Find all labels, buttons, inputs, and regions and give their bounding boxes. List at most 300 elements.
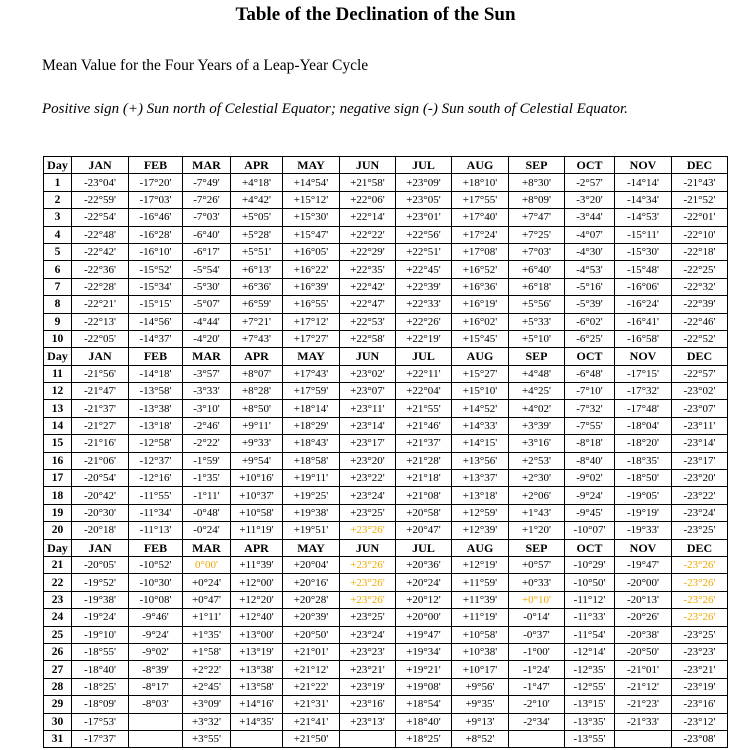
- declination-cell: -8°39': [129, 661, 183, 678]
- declination-cell: -23°11': [672, 417, 728, 434]
- declination-cell: +21°28': [396, 452, 452, 469]
- declination-cell: -1°35': [183, 470, 231, 487]
- declination-cell: -21°27': [72, 417, 129, 434]
- declination-cell: -23°17': [672, 452, 728, 469]
- declination-cell: +11°19': [231, 522, 283, 539]
- table-row: [44, 452, 728, 469]
- month-column-header: JUL: [396, 348, 452, 365]
- declination-cell: +17°43': [283, 365, 340, 382]
- declination-cell: -19°52': [72, 574, 129, 591]
- table-header-row: [44, 157, 728, 174]
- declination-cell: -6°17': [183, 243, 231, 260]
- declination-cell: +23°26': [340, 556, 396, 573]
- declination-cell: -3°20': [565, 191, 615, 208]
- declination-cell: +21°18': [396, 470, 452, 487]
- declination-cell: -14°56': [129, 313, 183, 330]
- declination-cell: -16°24': [615, 296, 672, 313]
- declination-cell: +16°52': [452, 261, 509, 278]
- declination-cell: +0°47': [183, 591, 231, 608]
- day-number: 23: [44, 591, 72, 608]
- declination-cell: -22°25': [672, 261, 728, 278]
- declination-cell: -22°52': [672, 330, 728, 347]
- declination-cell: +22°51': [396, 243, 452, 260]
- declination-cell: +13°38': [231, 661, 283, 678]
- declination-cell: -22°57': [672, 365, 728, 382]
- declination-cell: +22°26': [396, 313, 452, 330]
- month-column-header: NOV: [615, 348, 672, 365]
- day-number: 10: [44, 330, 72, 347]
- table-row: [44, 400, 728, 417]
- declination-cell: +22°11': [396, 365, 452, 382]
- declination-cell: -10°08': [129, 591, 183, 608]
- month-column-header: JUL: [396, 539, 452, 556]
- repeated-header-row: [44, 539, 728, 556]
- declination-cell: +17°08': [452, 243, 509, 260]
- month-column-header: DEC: [672, 539, 728, 556]
- declination-cell: -7°26': [183, 191, 231, 208]
- declination-cell: -9°24': [565, 487, 615, 504]
- declination-cell: -5°30': [183, 278, 231, 295]
- declination-cell: +2°06': [509, 487, 565, 504]
- month-column-header: SEP: [509, 348, 565, 365]
- declination-cell: +8°52': [452, 730, 509, 747]
- month-column-header: FEB: [129, 157, 183, 174]
- declination-cell: -19°38': [72, 591, 129, 608]
- declination-cell: +6°18': [509, 278, 565, 295]
- declination-cell: +21°58': [340, 174, 396, 191]
- declination-cell: -19°47': [615, 556, 672, 573]
- declination-cell: -8°03': [129, 696, 183, 713]
- declination-cell: +20°12': [396, 591, 452, 608]
- page-title: Table of the Declination of the Sun: [235, 4, 516, 25]
- declination-cell: +23°22': [340, 470, 396, 487]
- month-column-header: MAY: [283, 539, 340, 556]
- day-column-header: Day: [44, 157, 72, 174]
- table-row: [44, 487, 728, 504]
- table-row: [44, 556, 728, 573]
- declination-cell: -9°46': [129, 609, 183, 626]
- table-row: [44, 730, 728, 747]
- declination-cell: +20°36': [396, 556, 452, 573]
- declination-cell: -2°46': [183, 417, 231, 434]
- month-column-header: AUG: [452, 348, 509, 365]
- declination-cell: +23°20': [340, 452, 396, 469]
- declination-cell: -10°30': [129, 574, 183, 591]
- declination-cell: +12°19': [452, 556, 509, 573]
- declination-cell: +16°19': [452, 296, 509, 313]
- month-column-header: SEP: [509, 539, 565, 556]
- declination-cell: +20°24': [396, 574, 452, 591]
- day-number: 5: [44, 243, 72, 260]
- declination-cell: -21°43': [672, 174, 728, 191]
- declination-cell: -22°01': [672, 209, 728, 226]
- table-row: [44, 435, 728, 452]
- repeated-header-row: [44, 348, 728, 365]
- declination-cell: -6°40': [183, 226, 231, 243]
- declination-cell: -18°40': [72, 661, 129, 678]
- declination-cell: -20°38': [615, 626, 672, 643]
- declination-cell: -12°16': [129, 470, 183, 487]
- declination-cell: -21°01': [615, 661, 672, 678]
- declination-cell: +23°25': [340, 609, 396, 626]
- table-row: [44, 713, 728, 730]
- declination-cell: +15°47': [283, 226, 340, 243]
- declination-cell: +4°18': [231, 174, 283, 191]
- declination-cell: -9°02': [565, 470, 615, 487]
- declination-cell: +10°38': [452, 643, 509, 660]
- declination-cell: -19°10': [72, 626, 129, 643]
- declination-cell: -4°20': [183, 330, 231, 347]
- declination-cell: -22°48': [72, 226, 129, 243]
- declination-cell: +1°20': [509, 522, 565, 539]
- declination-cell: +23°23': [340, 643, 396, 660]
- declination-cell: +4°48': [509, 365, 565, 382]
- declination-cell: -16°28': [129, 226, 183, 243]
- month-column-header: OCT: [565, 348, 615, 365]
- month-column-header: JAN: [72, 539, 129, 556]
- declination-cell: +18°25': [396, 730, 452, 747]
- declination-cell: -18°20': [615, 435, 672, 452]
- declination-cell: +17°55': [452, 191, 509, 208]
- declination-cell: -19°05': [615, 487, 672, 504]
- declination-cell: -1°00': [509, 643, 565, 660]
- declination-cell: -17°32': [615, 383, 672, 400]
- declination-cell: +12°59': [452, 504, 509, 521]
- declination-cell: -0°37': [509, 626, 565, 643]
- declination-cell: +9°56': [452, 678, 509, 695]
- declination-cell: +16°39': [283, 278, 340, 295]
- declination-cell: -2°10': [509, 696, 565, 713]
- declination-cell: +21°01': [283, 643, 340, 660]
- month-column-header: MAR: [183, 157, 231, 174]
- declination-cell: [615, 730, 672, 747]
- declination-cell: [129, 713, 183, 730]
- declination-cell: -13°35': [565, 713, 615, 730]
- declination-cell: -7°03': [183, 209, 231, 226]
- declination-cell: +15°10': [452, 383, 509, 400]
- declination-cell: +19°11': [283, 470, 340, 487]
- declination-cell: -21°52': [672, 191, 728, 208]
- declination-cell: -20°30': [72, 504, 129, 521]
- declination-cell: -21°12': [615, 678, 672, 695]
- declination-cell: -23°25': [672, 522, 728, 539]
- declination-cell: +22°35': [340, 261, 396, 278]
- table-row: [44, 661, 728, 678]
- declination-cell: -14°14': [615, 174, 672, 191]
- declination-cell: +10°17': [452, 661, 509, 678]
- declination-cell: +0°57': [509, 556, 565, 573]
- day-number: 21: [44, 556, 72, 573]
- declination-cell: +4°25': [509, 383, 565, 400]
- declination-cell: +16°02': [452, 313, 509, 330]
- declination-cell: +14°33': [452, 417, 509, 434]
- declination-cell: -23°04': [72, 174, 129, 191]
- declination-cell: -12°37': [129, 452, 183, 469]
- day-number: 15: [44, 435, 72, 452]
- declination-cell: -22°21': [72, 296, 129, 313]
- declination-cell: -5°54': [183, 261, 231, 278]
- table-row: [44, 504, 728, 521]
- declination-cell: -12°14': [565, 643, 615, 660]
- declination-cell: -23°26': [672, 556, 728, 573]
- month-column-header: AUG: [452, 157, 509, 174]
- declination-cell: +9°35': [452, 696, 509, 713]
- declination-cell: +1°11': [183, 609, 231, 626]
- declination-cell: +10°58': [231, 504, 283, 521]
- declination-cell: +11°39': [452, 591, 509, 608]
- declination-cell: -23°02': [672, 383, 728, 400]
- declination-cell: -22°46': [672, 313, 728, 330]
- declination-cell: -7°49': [183, 174, 231, 191]
- day-number: 17: [44, 470, 72, 487]
- declination-cell: +14°54': [283, 174, 340, 191]
- table-row: [44, 365, 728, 382]
- declination-cell: -20°18': [72, 522, 129, 539]
- table-row: [44, 696, 728, 713]
- declination-cell: +11°19': [452, 609, 509, 626]
- declination-cell: +13°00': [231, 626, 283, 643]
- declination-cell: -9°45': [565, 504, 615, 521]
- day-number: 7: [44, 278, 72, 295]
- declination-cell: +5°05': [231, 209, 283, 226]
- declination-cell: +15°12': [283, 191, 340, 208]
- day-number: 25: [44, 626, 72, 643]
- declination-cell: -11°55': [129, 487, 183, 504]
- declination-cell: -23°08': [672, 730, 728, 747]
- declination-cell: +21°55': [396, 400, 452, 417]
- day-number: 9: [44, 313, 72, 330]
- declination-cell: +20°39': [283, 609, 340, 626]
- declination-cell: -3°57': [183, 365, 231, 382]
- declination-cell: +3°39': [509, 417, 565, 434]
- declination-cell: -23°25': [672, 626, 728, 643]
- declination-cell: -18°55': [72, 643, 129, 660]
- declination-cell: +3°16': [509, 435, 565, 452]
- declination-cell: +9°33': [231, 435, 283, 452]
- declination-cell: -9°24': [129, 626, 183, 643]
- declination-cell: -23°21': [672, 661, 728, 678]
- declination-cell: +4°02': [509, 400, 565, 417]
- declination-cell: +17°12': [283, 313, 340, 330]
- month-column-header: APR: [231, 157, 283, 174]
- day-number: 19: [44, 504, 72, 521]
- table-subtitle: Mean Value for the Four Years of a Leap-Year Cycle: [42, 57, 369, 74]
- declination-cell: +14°16': [231, 696, 283, 713]
- declination-cell: +1°43': [509, 504, 565, 521]
- declination-cell: -19°19': [615, 504, 672, 521]
- declination-cell: +21°31': [283, 696, 340, 713]
- declination-cell: +12°39': [452, 522, 509, 539]
- declination-cell: +22°42': [340, 278, 396, 295]
- declination-cell: +13°19': [231, 643, 283, 660]
- declination-cell: -22°10': [672, 226, 728, 243]
- month-column-header: JUN: [340, 539, 396, 556]
- declination-cell: -8°18': [565, 435, 615, 452]
- declination-cell: +16°55': [283, 296, 340, 313]
- declination-cell: -15°15': [129, 296, 183, 313]
- declination-cell: -14°18': [129, 365, 183, 382]
- declination-cell: -7°32': [565, 400, 615, 417]
- day-number: 12: [44, 383, 72, 400]
- declination-cell: +11°59': [452, 574, 509, 591]
- month-column-header: JUN: [340, 348, 396, 365]
- declination-cell: +5°33': [509, 313, 565, 330]
- declination-cell: -10°29': [565, 556, 615, 573]
- declination-cell: +23°07': [340, 383, 396, 400]
- month-column-header: DEC: [672, 348, 728, 365]
- declination-cell: -22°05': [72, 330, 129, 347]
- declination-cell: -22°13': [72, 313, 129, 330]
- declination-cell: -15°48': [615, 261, 672, 278]
- month-column-header: FEB: [129, 348, 183, 365]
- declination-cell: -1°24': [509, 661, 565, 678]
- declination-cell: +13°37': [452, 470, 509, 487]
- month-column-header: JUN: [340, 157, 396, 174]
- month-column-header: FEB: [129, 539, 183, 556]
- declination-cell: -14°53': [615, 209, 672, 226]
- declination-cell: -21°06': [72, 452, 129, 469]
- declination-cell: -22°39': [672, 296, 728, 313]
- month-column-header: APR: [231, 539, 283, 556]
- declination-cell: +2°45': [183, 678, 231, 695]
- declination-cell: +1°35': [183, 626, 231, 643]
- declination-cell: -20°00': [615, 574, 672, 591]
- declination-cell: +23°25': [340, 504, 396, 521]
- declination-cell: +8°50': [231, 400, 283, 417]
- declination-cell: +21°37': [396, 435, 452, 452]
- declination-cell: -22°28': [72, 278, 129, 295]
- table-row: [44, 574, 728, 591]
- month-column-header: MAR: [183, 348, 231, 365]
- declination-cell: +20°00': [396, 609, 452, 626]
- declination-cell: -16°46': [129, 209, 183, 226]
- declination-cell: +11°39': [231, 556, 283, 573]
- month-column-header: OCT: [565, 539, 615, 556]
- declination-cell: +10°58': [452, 626, 509, 643]
- declination-cell: +23°16': [340, 696, 396, 713]
- declination-cell: +15°30': [283, 209, 340, 226]
- month-column-header: DEC: [672, 157, 728, 174]
- declination-cell: -13°18': [129, 417, 183, 434]
- declination-cell: +20°47': [396, 522, 452, 539]
- declination-cell: -16°06': [615, 278, 672, 295]
- declination-cell: +22°47': [340, 296, 396, 313]
- declination-cell: +20°16': [283, 574, 340, 591]
- declination-cell: -1°47': [509, 678, 565, 695]
- declination-cell: -22°32': [672, 278, 728, 295]
- table-row: [44, 243, 728, 260]
- declination-cell: -19°33': [615, 522, 672, 539]
- declination-cell: -6°02': [565, 313, 615, 330]
- declination-cell: +2°53': [509, 452, 565, 469]
- declination-cell: -20°13': [615, 591, 672, 608]
- declination-cell: -11°33': [565, 609, 615, 626]
- day-number: 4: [44, 226, 72, 243]
- declination-cell: -8°17': [129, 678, 183, 695]
- day-number: 3: [44, 209, 72, 226]
- day-number: 24: [44, 609, 72, 626]
- declination-cell: +12°00': [231, 574, 283, 591]
- declination-cell: +19°38': [283, 504, 340, 521]
- day-number: 28: [44, 678, 72, 695]
- declination-cell: -21°23': [615, 696, 672, 713]
- declination-cell: +5°56': [509, 296, 565, 313]
- declination-cell: +14°35': [231, 713, 283, 730]
- declination-cell: -23°26': [672, 591, 728, 608]
- declination-cell: -17°37': [72, 730, 129, 747]
- declination-cell: +2°22': [183, 661, 231, 678]
- table-row: [44, 678, 728, 695]
- month-column-header: MAY: [283, 157, 340, 174]
- declination-cell: -23°16': [672, 696, 728, 713]
- declination-cell: +7°47': [509, 209, 565, 226]
- declination-cell: +22°04': [396, 383, 452, 400]
- declination-cell: +8°07': [231, 365, 283, 382]
- declination-cell: -16°58': [615, 330, 672, 347]
- declination-cell: -12°58': [129, 435, 183, 452]
- declination-cell: -18°50': [615, 470, 672, 487]
- declination-cell: +22°33': [396, 296, 452, 313]
- declination-cell: [231, 730, 283, 747]
- declination-cell: +23°01': [396, 209, 452, 226]
- declination-cell: +13°58': [231, 678, 283, 695]
- table-row: [44, 417, 728, 434]
- day-number: 20: [44, 522, 72, 539]
- day-number: 26: [44, 643, 72, 660]
- day-number: 2: [44, 191, 72, 208]
- declination-cell: +15°45': [452, 330, 509, 347]
- declination-cell: +21°41': [283, 713, 340, 730]
- declination-cell: +1°58': [183, 643, 231, 660]
- day-number: 31: [44, 730, 72, 747]
- declination-cell: +10°37': [231, 487, 283, 504]
- declination-cell: +3°55': [183, 730, 231, 747]
- declination-cell: -5°39': [565, 296, 615, 313]
- declination-cell: -11°34': [129, 504, 183, 521]
- declination-cell: -15°30': [615, 243, 672, 260]
- declination-cell: -17°03': [129, 191, 183, 208]
- declination-cell: +19°51': [283, 522, 340, 539]
- declination-cell: -2°57': [565, 174, 615, 191]
- declination-cell: -17°48': [615, 400, 672, 417]
- day-number: 18: [44, 487, 72, 504]
- declination-cell: +23°17': [340, 435, 396, 452]
- table-body: [44, 174, 728, 748]
- declination-cell: +9°13': [452, 713, 509, 730]
- declination-cell: +20°58': [396, 504, 452, 521]
- declination-cell: +15°27': [452, 365, 509, 382]
- declination-cell: +12°20': [231, 591, 283, 608]
- table-row: [44, 191, 728, 208]
- declination-cell: +3°09': [183, 696, 231, 713]
- declination-cell: +21°08': [396, 487, 452, 504]
- declination-cell: -4°53': [565, 261, 615, 278]
- declination-cell: +16°05': [283, 243, 340, 260]
- table-row: [44, 643, 728, 660]
- declination-cell: -22°42': [72, 243, 129, 260]
- declination-cell: -5°16': [565, 278, 615, 295]
- table-row: [44, 209, 728, 226]
- declination-cell: +23°02': [340, 365, 396, 382]
- declination-cell: +0°10': [509, 591, 565, 608]
- day-number: 8: [44, 296, 72, 313]
- declination-cell: -23°12': [672, 713, 728, 730]
- declination-cell: +17°59': [283, 383, 340, 400]
- declination-cell: +8°30': [509, 174, 565, 191]
- month-column-header: JAN: [72, 157, 129, 174]
- month-column-header: MAR: [183, 539, 231, 556]
- declination-cell: -12°35': [565, 661, 615, 678]
